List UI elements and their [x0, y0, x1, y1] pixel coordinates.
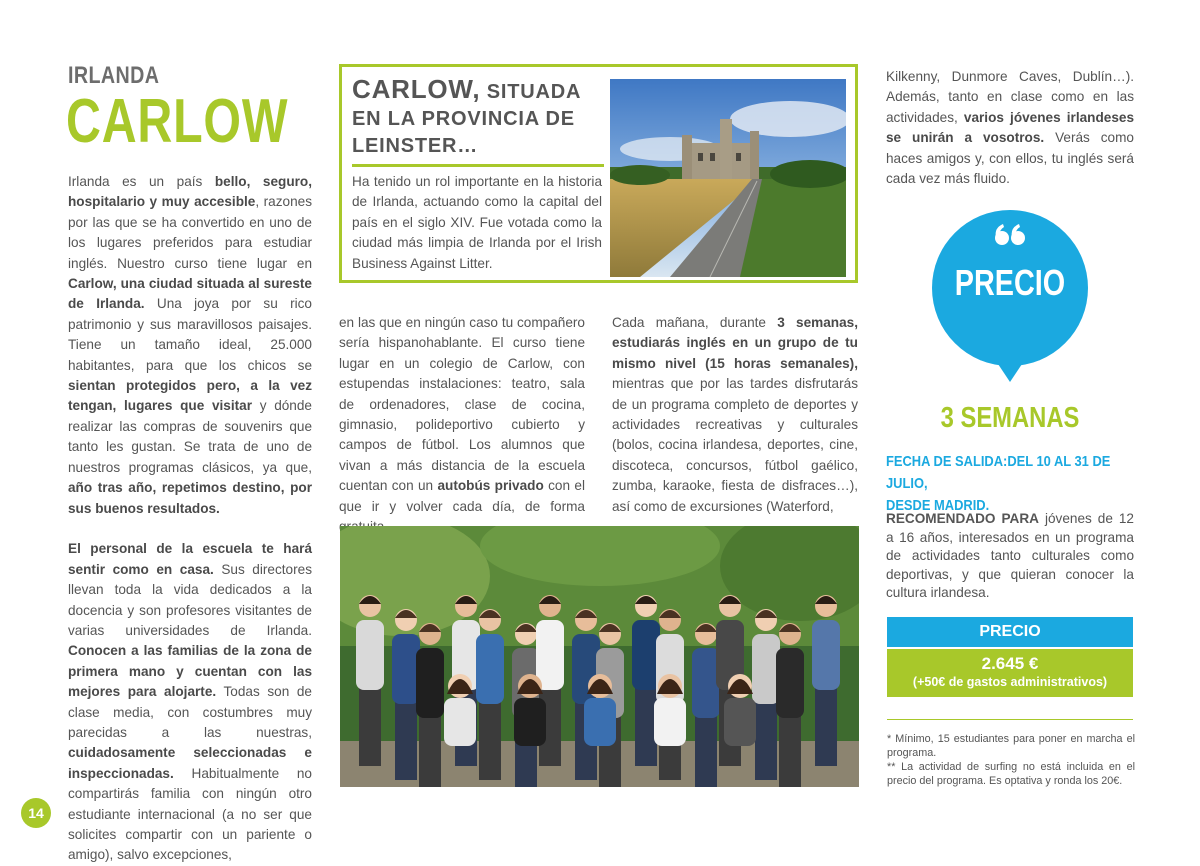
- price-amount: 2.645 €: [981, 654, 1039, 673]
- highlighted-text: El personal de la escuela te hará sentir como en casa.: [68, 541, 312, 577]
- highlighted-text: bello, seguro, hospitalario y muy accesible: [68, 174, 313, 210]
- paragraph-spacer: [68, 519, 312, 539]
- castle-photo: [610, 79, 846, 277]
- text-run: Cada mañana, durante: [612, 315, 778, 330]
- admin-fees-note: (+50€ de gastos administrativos): [912, 675, 1108, 689]
- castle-photo-illustration: [610, 79, 846, 277]
- text-run: Todas son de clase media, con costumbres muy parecidas a las nuestras,: [68, 684, 312, 740]
- page-number: 14: [21, 798, 51, 828]
- excursions-column: [886, 67, 1134, 189]
- intro-column: [68, 172, 312, 866]
- departure-info: [886, 451, 1144, 517]
- student-figure: [724, 674, 756, 746]
- text-run: Habitualmente no compartirás familia con ningún otro estudiante internacional (a no ser que solicites compartir con un pariente o amigo), salvo excepciones,: [68, 765, 312, 863]
- student-figure: [444, 674, 476, 746]
- schedule-column: [612, 313, 858, 517]
- school-paragraph: [68, 539, 312, 866]
- excursions-paragraph: [886, 67, 1134, 189]
- text-run: , razones por las que se ha convertido en uno de los lugares preferidos para estudiar inglés. Nuestro curso tiene lugar en: [68, 194, 313, 271]
- highlighted-text: autobús privado: [437, 478, 544, 494]
- highlighted-text: Carlow, una ciudad situada al sureste de Irlanda.: [68, 276, 312, 312]
- highlighted-text: varios jóvenes irlandeses se unirán a vosotros.: [886, 109, 1135, 146]
- text-run: y dónde realizar las compras de souvenirs que tanto les gustan. Se trata de uno de nuestros programas clásicos, ya que,: [68, 398, 312, 475]
- student-figure: [514, 674, 546, 746]
- student-figure: [654, 674, 686, 746]
- student-figure: [584, 674, 616, 746]
- schedule-paragraph: [612, 313, 858, 517]
- highlighted-text: sientan protegidos pero, a la vez tengan, lugares que visitar: [68, 378, 312, 414]
- footnote-minimum: * Mínimo, 15 estudiantes para poner en marcha el programa.: [887, 733, 1135, 759]
- price-table-header: PRECIO: [887, 617, 1133, 647]
- callout-underline: [352, 164, 604, 167]
- recommended-label: RECOMENDADO PARA: [886, 511, 1039, 526]
- recommended-text: jóvenes de 12 a 16 años, interesados en un programa de actividades tanto culturales como deportivas, y que quieran conocer la cultura irlandesa.: [886, 511, 1134, 600]
- recommended-for: [886, 510, 1134, 603]
- duration-heading: 3 SEMANAS: [940, 402, 1080, 434]
- highlighted-text: cuidadosamente seleccionadas e inspeccionadas.: [68, 745, 312, 781]
- facilities-column: [339, 313, 585, 537]
- departure-line-1: FECHA DE SALIDA:DEL 10 AL 31 DE JULIO,: [886, 453, 1111, 492]
- country-kicker: IRLANDA: [68, 62, 160, 89]
- students-group-illustration: [340, 526, 859, 787]
- intro-paragraph: [68, 172, 312, 519]
- highlighted-text: 3 semanas, estudiarás inglés en un grupo de tu mismo nivel (15 horas semanales),: [612, 315, 858, 371]
- highlighted-text: Conocen a las familias de la zona de primera mano y cuentan con las mejores para alojarte.: [68, 643, 312, 700]
- text-run: mientras que por las tardes disfrutarás de un programa completo de deportes y actividades recreativas y culturales (bolos, cocina irlandesa, deportes, cine, discoteca, concursos, fútbol gaélico, zumba, karaoke, fiesta de disfraces…), así como de excursiones (Waterford,: [612, 376, 858, 514]
- page-title: CARLOW: [66, 87, 289, 156]
- facilities-paragraph: [339, 313, 585, 537]
- text-run: Kilkenny, Dunmore Caves, Dublín…). Además, tanto en clase como en las actividades,: [886, 69, 1134, 125]
- callout-heading: [352, 76, 602, 160]
- departure-line-2: DESDE MADRID.: [886, 497, 990, 514]
- text-run: Sus directores llevan toda la vida dedicados a la docencia y son profesores visitantes de varias universidades de Irlanda.: [68, 561, 312, 638]
- price-bubble-label: PRECIO: [954, 262, 1066, 303]
- highlighted-text: año tras año, repetimos destino, por sus buenos resultados.: [68, 480, 312, 516]
- text-run: con el que ir y volver cada día, de forma: [339, 478, 585, 514]
- callout-heading-rest: SITUADA EN LA PROVINCIA DE LEINSTER…: [352, 81, 581, 157]
- text-run: Irlanda es un país: [68, 174, 215, 189]
- text-run: en las que en ningún caso tu compañero sería hispanohablante. El curso tiene lugar en un colegio de Carlow, con estupendas instalaciones: teatro, sala de ordenadores, clase de cocina, gimnasio, polideportivo cubierto y campos de fútbol. Los alumnos que vivan a más distancia de la escuela cuentan con un: [339, 315, 585, 494]
- callout-text: Ha tenido un rol importante en la historia de Irlanda, actuando como la capital del país en el siglo XIV. Fue votada como la ciudad más limpia de Irlanda por el Irish Business Against Litter.: [352, 174, 602, 271]
- students-group-photo: [340, 526, 859, 787]
- callout-heading-city: CARLOW,: [352, 74, 481, 104]
- price-table-body: [887, 649, 1133, 697]
- footnote-surfing: ** La actividad de surfing no está incluida en el precio del programa. Es optativa y ronda los 20€.: [887, 761, 1135, 787]
- text-run: Verás como haces amigos y, con ellos, tu inglés será cada vez más fluido.: [886, 130, 1134, 187]
- footnotes: [887, 732, 1135, 788]
- text-run: Una joya por su rico patrimonio y sus maravillosos paisajes. Tiene un tamaño ideal, 25.000 habitantes, para que los chicos se: [68, 296, 312, 373]
- divider: [887, 719, 1133, 720]
